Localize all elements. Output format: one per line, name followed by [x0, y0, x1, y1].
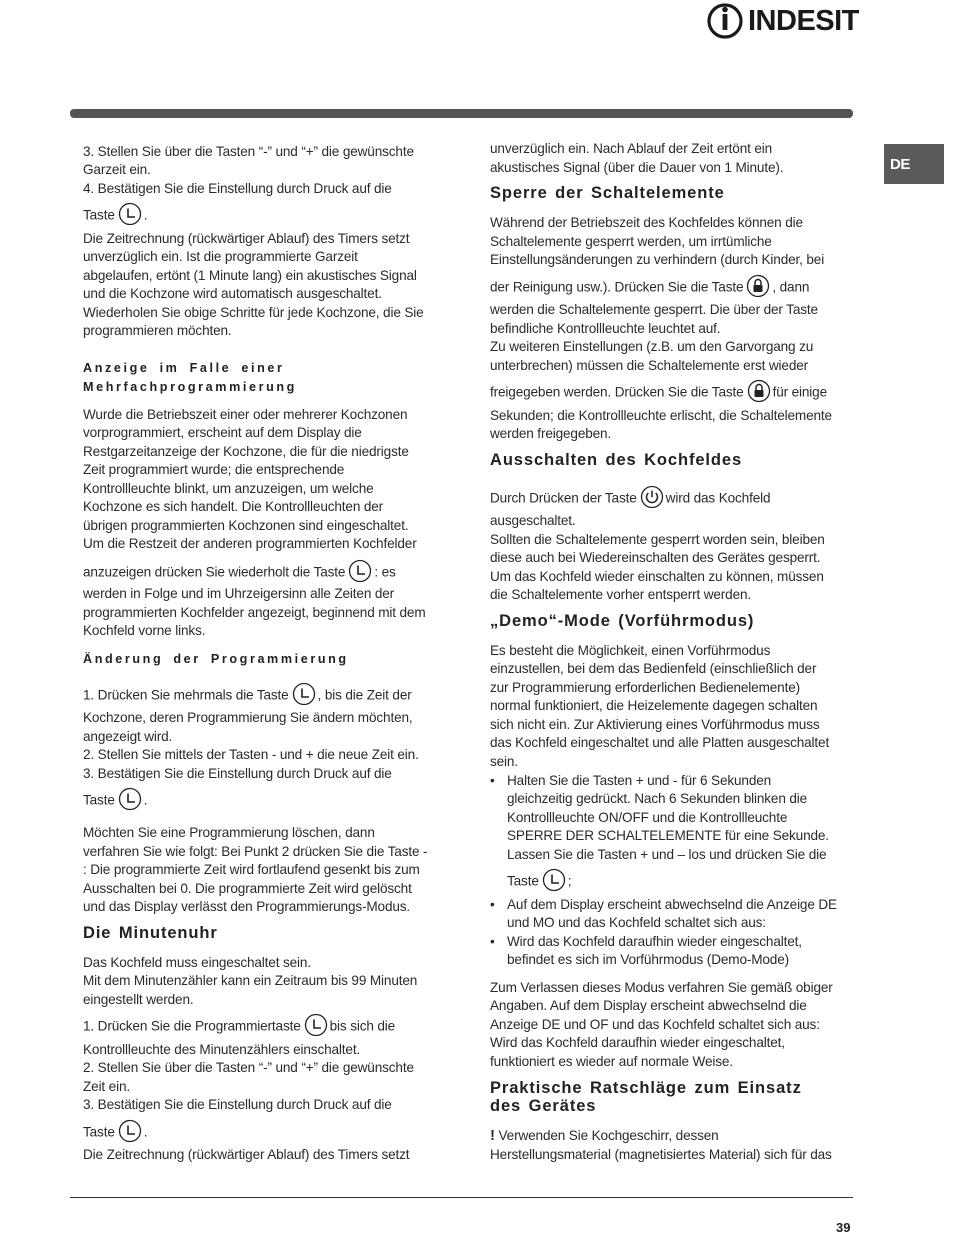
text-line: normal funktioniert, die Heizelemente dagegen schalten: [490, 698, 818, 713]
text-line: Schaltelemente gesperrt werden, um irrtümliche: [490, 234, 772, 249]
text-line: Kontrollleuchte blinkt, um anzuzeigen, um welche: [83, 481, 374, 496]
text-line: Garzeit ein.: [83, 162, 151, 177]
text-line: Restgarzeitanzeige der Kochzone, die für die niedrigste: [83, 444, 409, 459]
text-line: Um die Restzeit der anderen programmierten Kochfelder: [83, 536, 417, 551]
heading-minutenuhr: Die Minutenuhr: [83, 924, 218, 942]
text-line: verfahren Sie wie folgt: Bei Punkt 2 drücken Sie die Taste -: [83, 844, 428, 859]
text-line: Während der Betriebszeit des Kochfeldes können die: [490, 215, 803, 230]
indesit-logo-icon: [706, 0, 746, 40]
text-line: Kochzone es sich handelt. Die Kontrollleuchten der: [83, 499, 384, 514]
text-line: unverzüglich ein. Nach Ablauf der Zeit ertönt ein: [490, 141, 773, 156]
text-line: sein.: [490, 754, 518, 769]
clock-key-icon: [542, 868, 566, 892]
heading-tips: des Gerätes: [490, 1097, 597, 1115]
text-line: Kochfeld vorne links.: [83, 623, 206, 638]
list-item: Auf dem Display erscheint abwechselnd die Anzeige DE: [507, 897, 837, 912]
text-line: eingestellt werden.: [83, 992, 194, 1007]
text-line: 3. Bestätigen Sie die Einstellung durch Druck auf die: [83, 1097, 392, 1112]
text-line: Sekunden; die Kontrollleuchte erlischt, die Schaltelemente: [490, 408, 832, 423]
list-item: befindet es sich im Vorführmodus (Demo-Mode): [507, 952, 790, 967]
list-item: gleichzeitig gedrückt. Nach 6 Sekunden blinken die: [507, 791, 808, 806]
power-key-icon: [640, 485, 664, 509]
text-line: 1. Drücken Sie mehrmals die Taste , bis die Zeit der: [83, 686, 412, 706]
text-line: Anzeige DE und OF und das Kochfeld schaltet sich aus:: [490, 1017, 820, 1032]
text-line: Zum Verlassen dieses Modus verfahren Sie gemäß obiger: [490, 980, 833, 995]
text-line: sich nicht ein. Zur Aktivierung eines Vorführmodus muss: [490, 717, 820, 732]
clock-key-icon: [292, 682, 316, 706]
text-line: Angaben. Auf dem Display erscheint abwechselnd die: [490, 998, 807, 1013]
clock-key-icon: [118, 202, 142, 226]
text-line: befindliche Kontrollleuchte leuchtet auf.: [490, 321, 721, 336]
text-line: 4. Bestätigen Sie die Einstellung durch Druck auf die: [83, 181, 392, 196]
clock-key-icon: [304, 1013, 328, 1037]
text-line: Herstellungsmaterial (magnetisiertes Material) sich für das: [490, 1147, 832, 1162]
text-line: vorprogrammiert, erscheint auf dem Display die: [83, 425, 362, 440]
text-line: Einstellungsänderungen zu verhindern (durch Kinder, bei: [490, 252, 825, 267]
brand-name: INDESIT: [748, 4, 859, 37]
text-line: Es besteht die Möglichkeit, einen Vorführmodus: [490, 643, 771, 658]
heading-tips: Praktische Ratschläge zum Einsatz: [490, 1079, 802, 1097]
brand-logo: [706, 0, 859, 40]
subheading-change: Änderung der Programmierung: [83, 652, 349, 666]
header-divider: [70, 109, 853, 118]
text-line: Kochzone, deren Programmierung Sie ändern möchten,: [83, 710, 413, 725]
text-line: akustisches Signal (über die Dauer von 1 Minute).: [490, 160, 784, 175]
text-line: 3. Stellen Sie über die Tasten “-” und “+” die gewünschte: [83, 144, 414, 159]
clock-key-icon: [118, 1119, 142, 1143]
text-line: programmierten Kochfelder angezeigt, beginnend mit dem: [83, 605, 426, 620]
text-line: Möchten Sie eine Programmierung löschen, dann: [83, 825, 375, 840]
text-line: Wiederholen Sie obige Schritte für jede Kochzone, die Sie: [83, 305, 424, 320]
list-item: SPERRE DER SCHALTELEMENTE für eine Sekunde.: [507, 828, 829, 843]
text-line: werden in Folge und im Uhrzeigersinn alle Zeiten der: [83, 586, 395, 601]
text-line: Ausschalten bei 0. Die programmierte Zeit wird gelöscht: [83, 881, 412, 896]
text-line: der Reinigung usw.). Drücken Sie die Taste , dann: [490, 278, 809, 298]
text-line: ausgeschaltet.: [490, 513, 576, 528]
text-line: und das Display verlässt den Programmierungs-Modus.: [83, 899, 411, 914]
text-line: angezeigt wird.: [83, 729, 173, 744]
text-line: 1. Drücken Sie die Programmiertaste bis sich die: [83, 1017, 395, 1037]
text-line: Die Zeitrechnung (rückwärtiger Ablauf) des Timers setzt: [83, 1147, 410, 1162]
text-line: Kontrollleuchte des Minutenzählers einschaltet.: [83, 1042, 361, 1057]
lock-key-icon: [747, 379, 771, 403]
text-line: Wird das Kochfeld daraufhin wieder eingeschaltet,: [490, 1035, 785, 1050]
text-line: Taste .: [83, 1123, 147, 1143]
text-line: Taste .: [83, 206, 147, 226]
text-line: Zu weiteren Einstellungen (z.B. um den Garvorgang zu: [490, 339, 814, 354]
text-line: 2. Stellen Sie mittels der Tasten - und + die neue Zeit ein.: [83, 747, 419, 762]
text-line: Taste .: [83, 791, 147, 811]
text-line: Mit dem Minutenzähler kann ein Zeitraum bis 99 Minuten: [83, 973, 418, 988]
text-line: 2. Stellen Sie über die Tasten “-” und “+” die gewünschte: [83, 1060, 414, 1075]
text-line: freigegeben werden. Drücken Sie die Taste für einige: [490, 383, 827, 403]
list-item: Lassen Sie die Tasten + und – los und drücken Sie die: [507, 847, 827, 862]
footer-divider: [70, 1197, 853, 1198]
subheading-multi: Anzeige im Falle einer: [83, 361, 285, 375]
text-line: 3. Bestätigen Sie die Einstellung durch Druck auf die: [83, 766, 392, 781]
text-line: ! Verwenden Sie Kochgeschirr, dessen: [490, 1127, 719, 1144]
text-line: zur Programmierung erforderlichen Bedienelemente): [490, 680, 800, 695]
heading-ausschalten: Ausschalten des Kochfeldes: [490, 451, 743, 469]
lock-key-icon: [746, 274, 770, 298]
text-line: Die Zeitrechnung (rückwärtiger Ablauf) des Timers setzt: [83, 231, 410, 246]
text-line: einzustellen, bei dem das Bedienfeld (einschließlich der: [490, 661, 817, 676]
page-number: 39: [836, 1220, 851, 1235]
text-line: Durch Drücken der Taste wird das Kochfeld: [490, 489, 770, 509]
text-line: Wurde die Betriebszeit einer oder mehrerer Kochzonen: [83, 407, 408, 422]
text-line: abgelaufen, ertönt (1 Minute lang) ein akustisches Signal: [83, 268, 417, 283]
text-line: diese auch bei Wiedereinschalten des Gerätes gesperrt.: [490, 550, 821, 565]
text-line: Sollten die Schaltelemente gesperrt worden sein, bleiben: [490, 532, 825, 547]
text-line: Zeit ein.: [83, 1079, 131, 1094]
list-item: Taste ;: [490, 872, 571, 892]
bullet-marker: •: [490, 934, 495, 949]
text-line: unterbrechen) müssen die Schaltelemente erst wieder: [490, 358, 809, 373]
text-line: programmieren möchten.: [83, 323, 232, 338]
text-line: die Schaltelemente vorher entsperrt werden.: [490, 587, 752, 602]
heading-demo: „Demo“-Mode (Vorführmodus): [490, 612, 755, 630]
text-line: Um das Kochfeld wieder einschalten zu können, müssen: [490, 569, 824, 584]
text-line: werden die Schaltelemente gesperrt. Die über der Taste: [490, 302, 818, 317]
list-item: und MO und das Kochfeld schaltet sich aus:: [507, 915, 766, 930]
text-line: übrigen programmierten Kochzonen sind eingeschaltet.: [83, 518, 409, 533]
warning-mark: !: [490, 1127, 495, 1144]
clock-key-icon: [348, 559, 372, 583]
heading-sperre: Sperre der Schaltelemente: [490, 184, 725, 202]
text-line: und die Kochzone wird automatisch ausgeschaltet.: [83, 286, 382, 301]
text-line: Zeit programmiert wurde; die entsprechende: [83, 462, 345, 477]
text-line: funktioniert es wieder auf normale Weise.: [490, 1054, 733, 1069]
text-line: unverzüglich ein. Ist die programmierte Garzeit: [83, 249, 358, 264]
list-item: Kontrollleuchte ON/OFF und die Kontrollleuchte: [507, 810, 788, 825]
bullet-marker: •: [490, 897, 495, 912]
language-tab: DE: [884, 144, 944, 184]
list-item: Halten Sie die Tasten + und - für 6 Sekunden: [507, 773, 772, 788]
list-item: Wird das Kochfeld daraufhin wieder eingeschaltet,: [507, 934, 802, 949]
text-line: anzuzeigen drücken Sie wiederholt die Taste : es: [83, 563, 396, 583]
bullet-marker: •: [490, 773, 495, 788]
text-line: werden freigegeben.: [490, 426, 612, 441]
clock-key-icon: [118, 787, 142, 811]
text-line: Das Kochfeld muss eingeschaltet sein.: [83, 955, 311, 970]
text-line: : Die programmierte Zeit wird fortlaufend gesenkt bis zum: [83, 862, 420, 877]
subheading-multi: Mehrfachprogrammierung: [83, 380, 297, 394]
text-line: das Kochfeld eingeschaltet und alle Platten ausgeschaltet: [490, 735, 830, 750]
